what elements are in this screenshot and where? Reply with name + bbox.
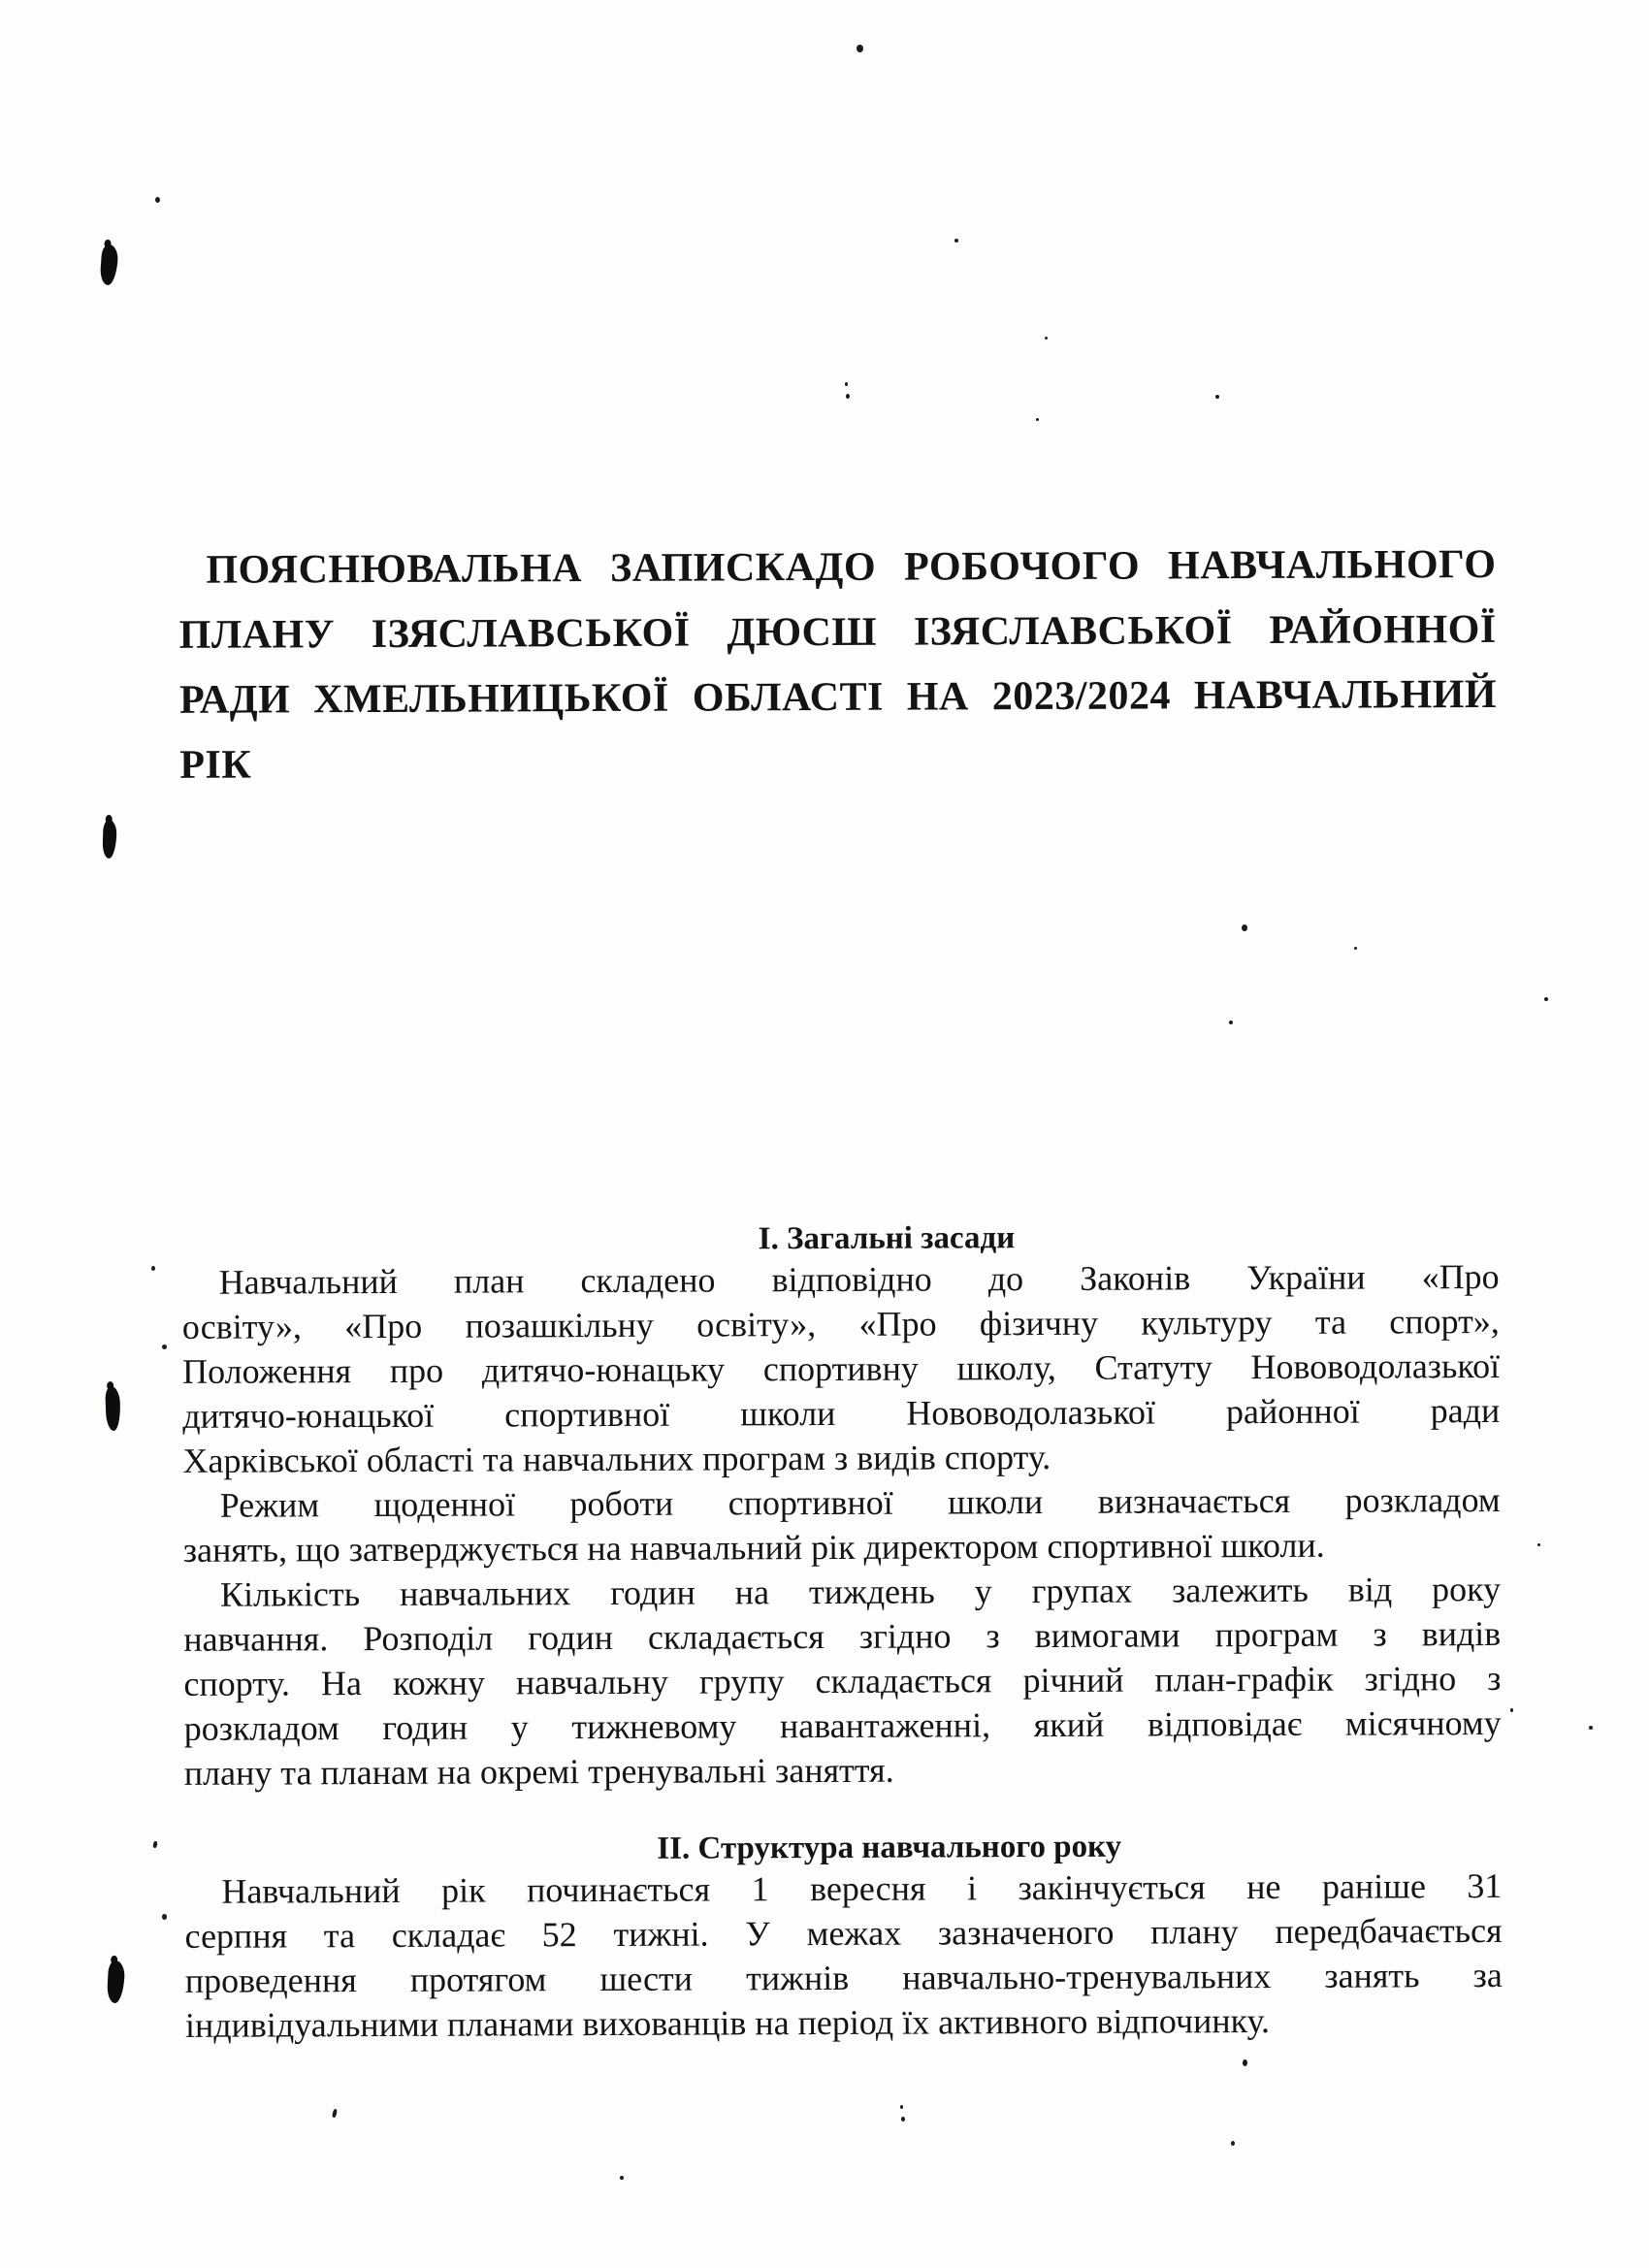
- ink-speck: [155, 197, 160, 203]
- paragraph: [183, 1477, 1501, 1572]
- paragraph: [182, 1254, 1501, 1483]
- text-line: занять, що затверджується на навчальний рік директором спортивної школи.: [182, 1525, 1325, 1570]
- document-title: [178, 533, 1497, 798]
- ink-speck: [900, 2105, 903, 2109]
- text-line: освіту», «Про позашкільну освіту», «Про фізичну культуру та спорт»,: [181, 1301, 1500, 1346]
- text-line: спорту. На кожну навчальну групу складається річний план-графік згідно з: [183, 1658, 1502, 1703]
- ink-speck: [845, 382, 848, 386]
- section-heading-year-structure: ІІ. Структура навчального року: [657, 1829, 1122, 1866]
- ink-speck: [1354, 947, 1357, 950]
- ink-speck: [1243, 2059, 1247, 2066]
- paragraph: [184, 1863, 1503, 2048]
- title-line: РІК: [179, 742, 252, 788]
- ink-speck: [162, 1345, 167, 1349]
- ink-speck: [1510, 1708, 1513, 1712]
- text-line: Положення про дитячо-юнацьку спортивну школу, Статуту Нововодолазької: [181, 1345, 1501, 1391]
- section-year-structure-body: [184, 1863, 1503, 2048]
- ink-speck: [1231, 2141, 1235, 2146]
- text-line: навчання. Розподіл годин складається згідно з вимогами програм з видів: [183, 1613, 1502, 1659]
- ink-speck: [1544, 997, 1548, 1001]
- ink-speck: [1045, 337, 1048, 340]
- ink-speck: [620, 2176, 624, 2180]
- text-line: плану та планам на окремі тренувальні заняття.: [183, 1750, 894, 1793]
- text-line: Харківської області та навчальних програм з видів спорту.: [182, 1437, 1051, 1480]
- ink-speck: [151, 1266, 155, 1271]
- ink-speck: [901, 2117, 905, 2122]
- text-line: дитячо-юнацької спортивної школи Нововодолазької районної ради: [182, 1390, 1501, 1436]
- title-line: ПЛАНУ ІЗЯСЛАВСЬКОЇ ДЮСШ ІЗЯСЛАВСЬКОЇ РАЙОННОЇ: [178, 606, 1497, 658]
- text-line: Кількість навчальних годин на тиждень у групах залежить від року: [219, 1569, 1502, 1614]
- title-line: РАДИ ХМЕЛЬНИЦЬКОЇ ОБЛАСТІ НА 2023/2024 НАВЧАЛЬНИЙ: [178, 671, 1498, 723]
- ink-speck: [954, 239, 958, 243]
- ink-speck: [1229, 1021, 1233, 1024]
- paragraph: [183, 1567, 1502, 1796]
- text-line: Режим щоденної роботи спортивної школи визначається розкладом: [219, 1479, 1501, 1525]
- ink-speck: [1036, 418, 1039, 421]
- ink-speck: [1215, 395, 1219, 399]
- ink-speck: [1537, 1543, 1540, 1546]
- ink-speck: [846, 394, 850, 399]
- text-line: проведення протягом шести тижнів навчально-тренувальних занять за: [184, 1955, 1503, 2000]
- title-line: ПОЯСНЮВАЛЬНА ЗАПИСКАДО РОБОЧОГО НАВЧАЛЬНОГО: [206, 541, 1497, 593]
- ink-speck: [857, 45, 863, 52]
- text-line: серпня та складає 52 тижні. У межах зазначеного плану передбачається: [184, 1910, 1503, 1956]
- text-line: розкладом годин у тижневому навантаженні, який відповідає місячному: [183, 1702, 1502, 1748]
- text-line: Навчальний план складено відповідно до Законів України «Про: [218, 1256, 1500, 1302]
- section-general-principles-body: [182, 1254, 1502, 1796]
- text-line: індивідуальними планами вихованців на період їх активного відпочинку.: [184, 2001, 1271, 2045]
- ink-speck: [1242, 924, 1247, 931]
- section-heading-general-principles: І. Загальні засади: [758, 1220, 1016, 1257]
- ink-speck: [1589, 1726, 1593, 1730]
- text-line: Навчальний рік починається 1 вересня і закінчується не раніше 31: [221, 1865, 1503, 1911]
- ink-speck: [162, 1914, 167, 1920]
